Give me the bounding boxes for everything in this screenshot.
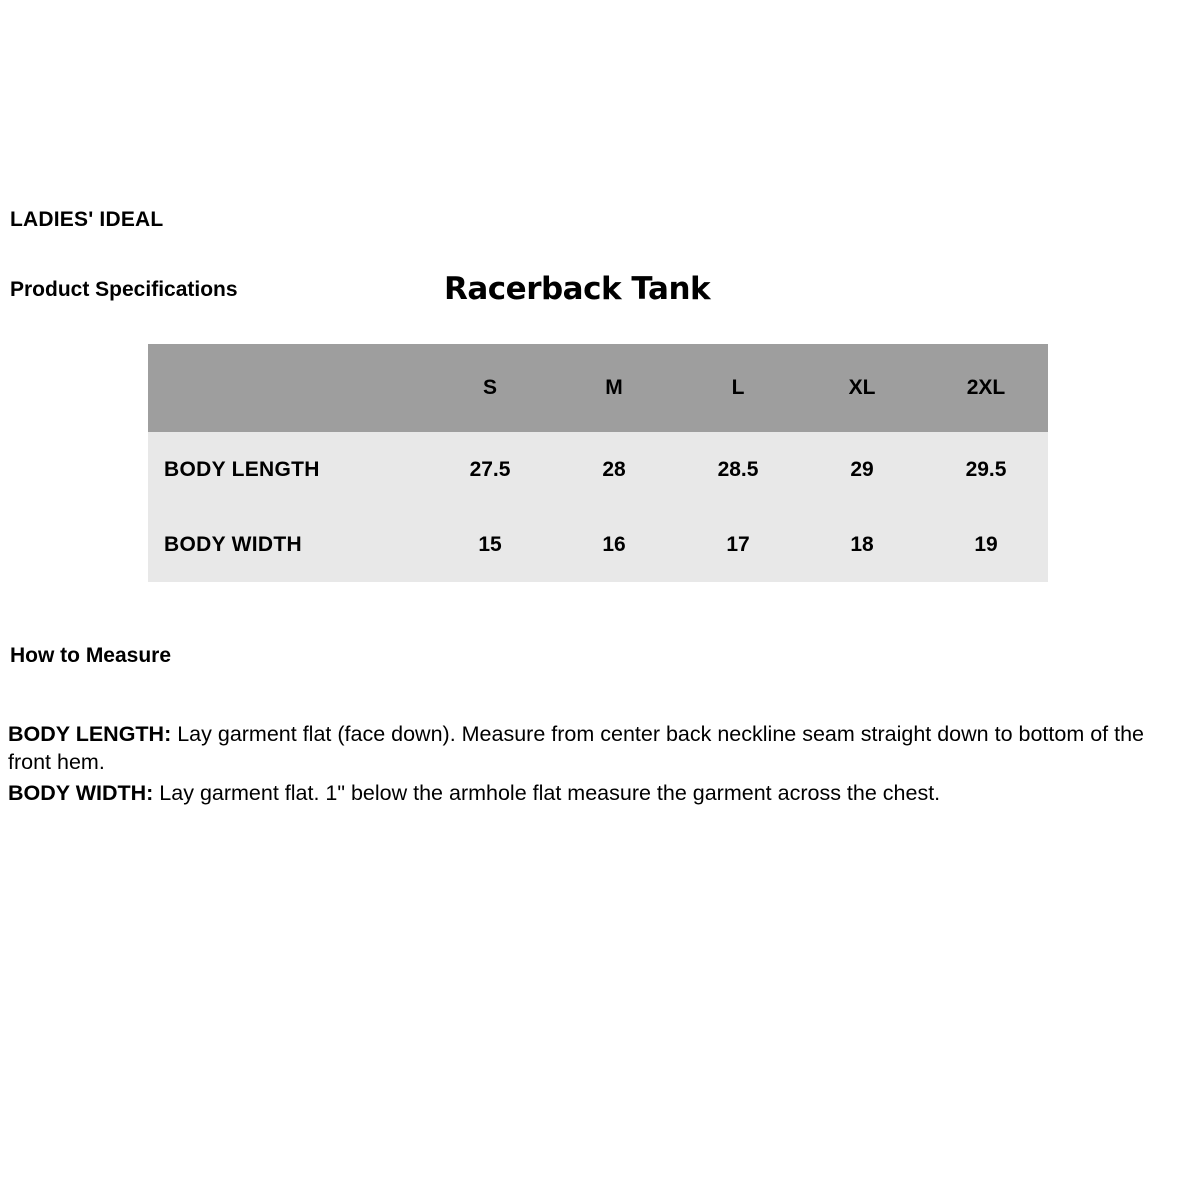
cell-body-length-2xl: 29.5 (965, 457, 1007, 481)
cell-body-length-xl: 29 (850, 457, 874, 481)
page-title: Racerback Tank (444, 271, 711, 307)
column-header-xl: XL (848, 376, 876, 399)
measurement-instructions (8, 720, 1192, 809)
cell-body-length-s: 27.5 (469, 457, 511, 481)
instruction-term-body-width: BODY WIDTH: (8, 780, 154, 805)
column-header-2xl: 2XL (966, 376, 1006, 399)
column-header-m: M (605, 376, 623, 399)
table-corner-header (148, 344, 428, 432)
cell-body-width-2xl: 19 (974, 532, 998, 556)
column-header-s: S (482, 376, 497, 399)
row-label-body-width: BODY WIDTH (164, 532, 302, 556)
table-header-row (148, 344, 1048, 432)
instruction-text-body-length: Lay garment flat (face down). Measure from center back neckline seam straight down to bottom of the front hem. (8, 722, 1144, 775)
cell-body-width-xl: 18 (850, 532, 874, 556)
brand-name: LADIES' IDEAL (10, 208, 164, 231)
table-header (148, 344, 1048, 432)
cell-body-width-m: 16 (602, 532, 626, 556)
instruction-body-length (8, 720, 1192, 777)
cell-body-width-l: 17 (726, 532, 750, 556)
cell-body-length-l: 28.5 (717, 457, 759, 481)
table-row (148, 507, 1048, 582)
product-specifications-label: Product Specifications (10, 278, 238, 301)
row-label-body-length: BODY LENGTH (164, 457, 320, 481)
cell-body-width-s: 15 (478, 532, 502, 556)
table-row (148, 432, 1048, 507)
table-body (148, 432, 1048, 582)
instruction-term-body-length: BODY LENGTH: (8, 722, 172, 746)
instruction-body-width (8, 779, 1192, 807)
how-to-measure-heading: How to Measure (10, 644, 172, 667)
instruction-text-body-width: Lay garment flat. 1" below the armhole flat measure the garment across the chest. (153, 780, 941, 805)
cell-body-length-m: 28 (602, 457, 626, 481)
column-header-l: L (731, 376, 745, 399)
size-specification-table (148, 344, 1048, 582)
